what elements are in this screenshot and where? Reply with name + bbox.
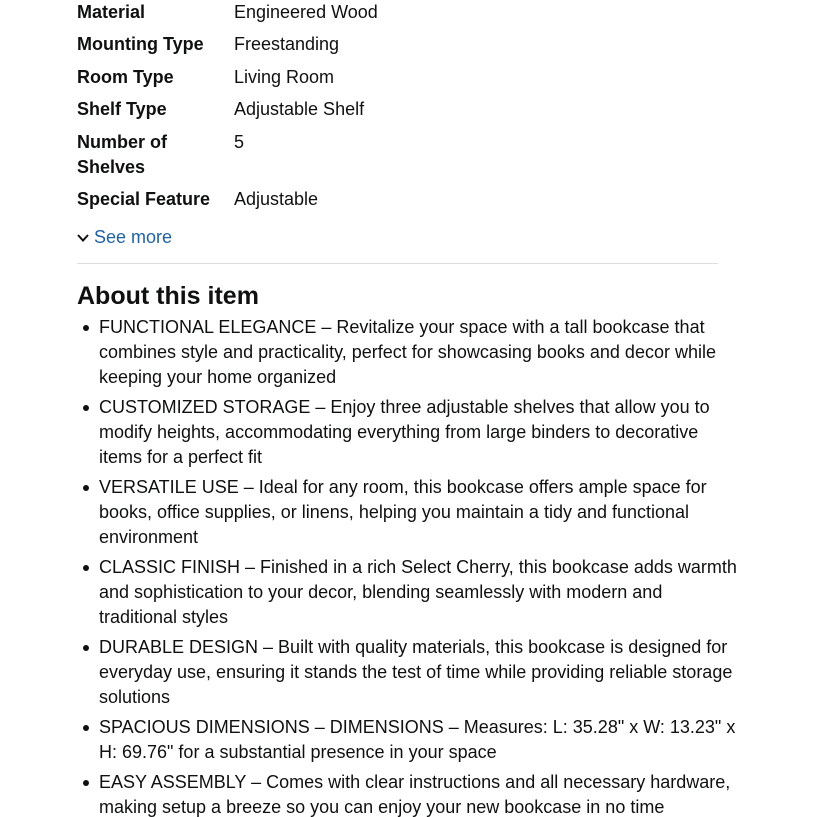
- see-more-label[interactable]: See more: [94, 227, 173, 247]
- spec-label: Shelf Type: [77, 99, 167, 119]
- bullet-item: CUSTOMIZED STORAGE – Enjoy three adjustable shelves that allow you to modify heights, accommodating everything from large binders to decorative items for a perfect fit: [77, 395, 737, 470]
- spec-label: Mounting Type: [77, 34, 204, 54]
- spec-row-mounting-type: [77, 32, 717, 65]
- spec-row-shelf-type: [77, 97, 717, 130]
- bullet-item: CLASSIC FINISH – Finished in a rich Select Cherry, this bookcase adds warmth and sophistication to your decor, blending seamlessly with modern and traditional styles: [77, 555, 737, 630]
- spec-row-special-feature: [77, 187, 717, 219]
- bullet-item: FUNCTIONAL ELEGANCE – Revitalize your space with a tall bookcase that combines style and practicality, perfect for showcasing books and decor while keeping your home organized: [77, 315, 737, 390]
- about-this-item-heading: About this item: [77, 282, 259, 310]
- chevron-down-icon: [76, 233, 90, 243]
- spec-row-number-of-shelves: [77, 130, 717, 187]
- see-more-link[interactable]: [76, 225, 172, 250]
- bullet-item: VERSATILE USE – Ideal for any room, this bookcase offers ample space for books, office supplies, or linens, helping you maintain a tidy and functional environment: [77, 475, 737, 550]
- spec-row-room-type: [77, 65, 717, 97]
- spec-label: Special Feature: [77, 189, 211, 209]
- spec-value: Freestanding: [234, 34, 340, 54]
- bullet-item: DURABLE DESIGN – Built with quality materials, this bookcase is designed for everyday use, ensuring it stands the test of time while providing reliable storage solutions: [77, 635, 737, 710]
- spec-label: Material: [77, 2, 146, 22]
- spec-label: Number of Shelves: [77, 132, 167, 177]
- about-bullets-list: [77, 315, 737, 817]
- spec-value: Adjustable: [234, 189, 319, 209]
- spec-value: Living Room: [234, 67, 335, 87]
- section-divider: [77, 263, 718, 264]
- product-specs-table: [77, 0, 717, 219]
- bullet-item: EASY ASSEMBLY – Comes with clear instructions and all necessary hardware, making setup a breeze so you can enjoy your new bookcase in no time: [77, 770, 737, 817]
- spec-value: Adjustable Shelf: [234, 99, 365, 119]
- spec-value: Engineered Wood: [234, 2, 378, 22]
- bullet-item: SPACIOUS DIMENSIONS – DIMENSIONS – Measures: L: 35.28" x W: 13.23" x H: 69.76" for a substantial presence in your space: [77, 715, 737, 765]
- spec-label: Room Type: [77, 67, 174, 87]
- spec-value: 5: [234, 132, 245, 152]
- spec-row-material: [77, 0, 717, 32]
